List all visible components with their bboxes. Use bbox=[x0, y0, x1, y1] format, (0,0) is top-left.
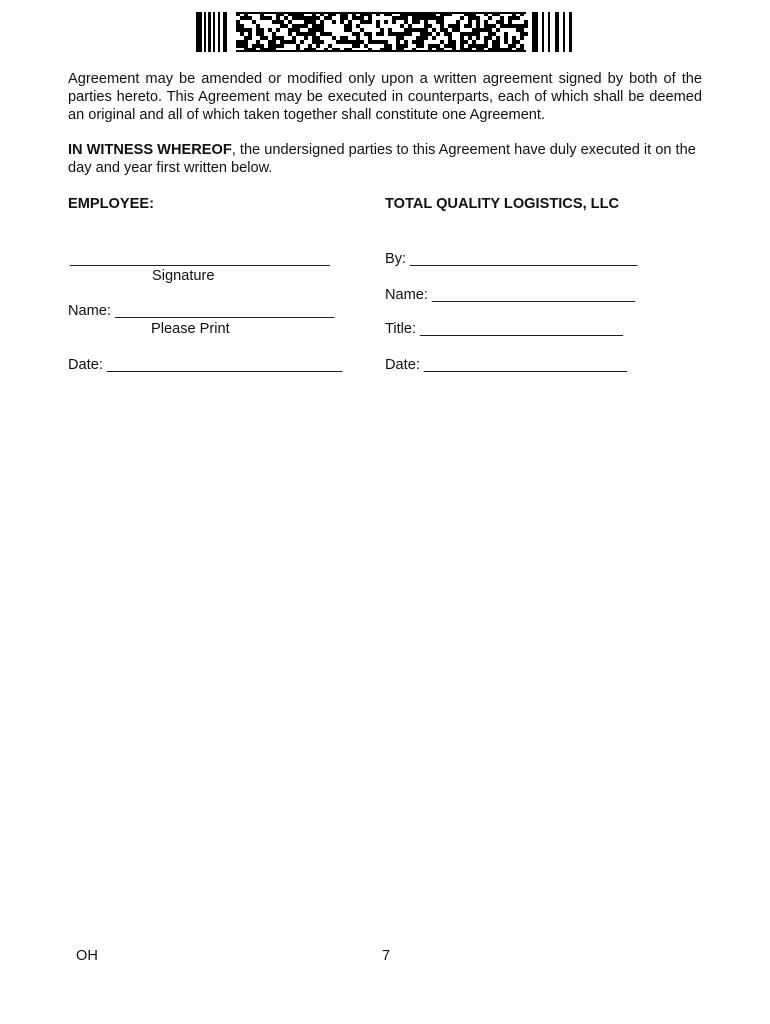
company-title-field[interactable]: Title: _________________________ bbox=[385, 321, 624, 337]
company-heading: TOTAL QUALITY LOGISTICS, LLC bbox=[385, 196, 620, 212]
employee-heading: EMPLOYEE: bbox=[68, 196, 154, 212]
footer-state: OH bbox=[76, 948, 98, 964]
page-number: 7 bbox=[382, 948, 391, 964]
employee-signature-line[interactable]: ________________________________ bbox=[70, 251, 330, 267]
employee-date-field[interactable]: Date: _____________________________ bbox=[68, 357, 343, 373]
witness-paragraph bbox=[68, 141, 702, 177]
amendment-paragraph: Agreement may be amended or modified only upon a written agreement signed by both of the parties hereto. This Agreement may be executed in counterparts, each of which shall be deemed an original and all of which taken together shall constitute one Agreement. bbox=[68, 71, 702, 123]
employee-signature-caption: Signature bbox=[152, 268, 215, 284]
company-date-field[interactable]: Date: _________________________ bbox=[385, 357, 627, 373]
company-name-field[interactable]: Name: _________________________ bbox=[385, 287, 635, 303]
employee-name-field[interactable]: Name: ___________________________ bbox=[68, 303, 335, 319]
barcode-icon bbox=[196, 12, 574, 52]
witness-bold-text: IN WITNESS WHEREOF bbox=[68, 142, 232, 158]
company-by-field[interactable]: By: ____________________________ bbox=[385, 251, 638, 267]
witness-text: , the undersigned parties to this Agreement have duly executed it on the day and year first written below. bbox=[68, 142, 696, 176]
employee-name-caption: Please Print bbox=[151, 321, 230, 337]
